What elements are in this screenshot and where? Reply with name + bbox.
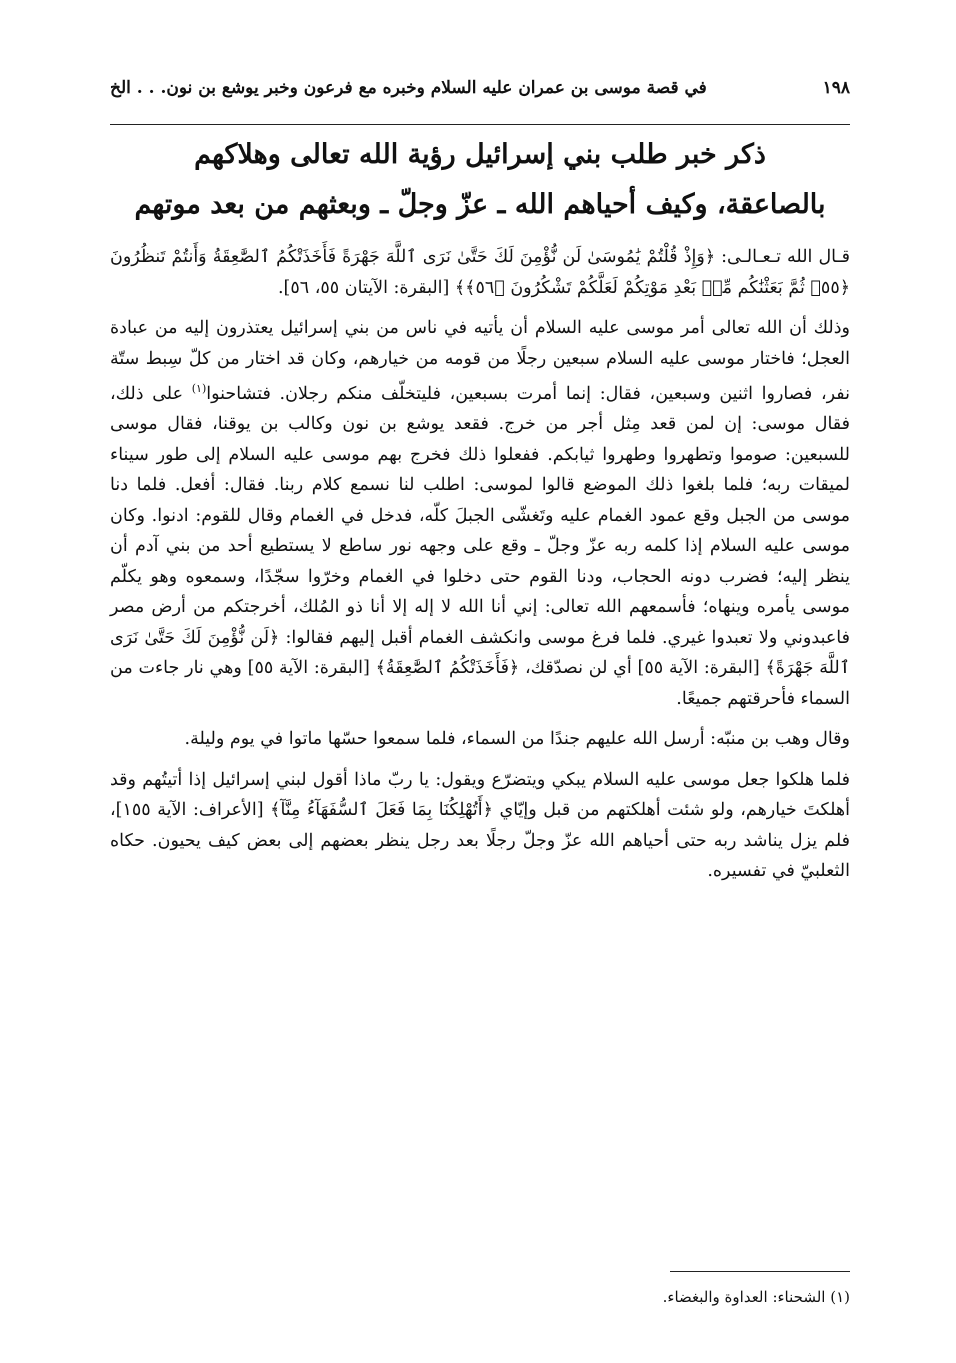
chapter-title <box>110 130 850 230</box>
paragraph-story-part-1: وذلك أن الله تعالى أمر موسى عليه السلام أن يأتيه في ناس من بني إسرائيل يعتذرون إليه من عبادة العجل؛ فاختار موسى عليه السلام سبعين رجلًا من قومه من خيارهم، وكان قد اختار من كلّ سِبط ستّة نفر، فصاروا اثنين وسبعين، فقال: إنما أمرت بسبعين، فليتخلّف منكم رجلان. فتشاحنوا <box>110 318 850 404</box>
chapter-title-line-2: بالصاعقة، وكيف أحياهم الله ـ عزّ وجلّ ـ وبعثهم من بعد موتهم <box>134 189 826 220</box>
page-number: ١٩٨ <box>822 78 850 98</box>
paragraph-revival: فلما هلكوا جعل موسى عليه السلام يبكي ويتضرّع ويقول: يا ربّ ماذا أقول لبني إسرائيل إذا أتيتُهم وقد أهلكتَ خيارهم، ولو شئت أهلكتهم من قبل وإيّاي ﴿أَتُهْلِكُنَا بِمَا فَعَلَ ٱلسُّفَهَآءُ مِنَّآ﴾ [الأعراف: الآية ١٥٥]، فلم يزل يناشد ربه حتى أحياهم الله عزّ وجلّ رجلًا بعد رجل ينظر بعضهم إلى بعض كيف يحيون. حكاه الثعلبيّ في تفسيره. <box>110 769 850 882</box>
paragraph-story-part-2: على ذلك، فقال موسى: إن لمن قعد مِثل أجر من خرج. فقعد يوشع بن نون وكالب بن يوقنا، فقال موسى للسبعين: صوموا وتطهروا وطهروا ثيابكم. ففعلوا ذلك فخرج بهم موسى عليه السلام إلى طور سيناء لميقات ربه؛ فلما بلغوا ذلك الموضع قالوا لموسى: اطلب لنا نسمع كلام ربنا. فقال: أفعل. فلما دنا موسى من الجبل وقع عمود الغمام عليه وتَغشّى الجبلَ كلّه، فدخل في الغمام وقال للقوم: ادنوا. وكان موسى عليه السلام إذا كلمه ربه عزّ وجلّ ـ وقع على وجهه نور ساطع لا يستطيع أحد من بني آدم أن ينظر إليه؛ فضرب دونه الحجاب، ودنا القوم حتى دخلوا في الغمام وخرّوا سجّدًا، وسمعوه وهو يكلّم موسى يأمره وينهاه؛ فأسمعهم الله تعالى: إني أنا الله لا إله إلا أنا ذو المُلك، أخرجتكم من أرض مصر فاعبدوني ولا تعبدوا غيري. فلما فرغ موسى وانكشف الغمام أقبل إليهم فقالوا: ﴿لَن نُّؤْمِنَ لَكَ حَتَّىٰ نَرَى ٱللَّهَ جَهْرَةً﴾ [البقرة: الآية ٥٥] أي لن نصدّقك، ﴿فَأَخَذَتْكُمُ ٱلصَّٰعِقَةُ﴾ [البقرة: الآية ٥٥] وهي نار جاءت من السماء فأحرقتهم جميعًا. <box>110 383 851 709</box>
page <box>110 78 851 1306</box>
footnote-reference[interactable]: (١) <box>191 382 207 395</box>
footnote: (١) الشحناء: العداوة والبغضاء. <box>662 1288 850 1306</box>
running-header <box>110 78 850 118</box>
paragraph-story <box>110 313 850 714</box>
footnote-rule <box>670 1271 850 1272</box>
header-rule <box>110 124 850 125</box>
paragraph-quran-intro: قـال الله تـعـالـى: ﴿وَإِذْ قُلْتُمْ يَٰمُوسَىٰ لَن نُّؤْمِنَ لَكَ حَتَّىٰ نَرَى ٱللَّهَ جَهْرَةً فَأَخَذَتْكُمُ ٱلصَّٰعِقَةُ وَأَنتُمْ تَنظُرُونَ ﴿٥٥﴾ ثُمَّ بَعَثْنَٰكُم مِّنۢ بَعْدِ مَوْتِكُمْ لَعَلَّكُمْ تَشْكُرُونَ ﴿٥٦﴾﴾ [البقرة: الآيتان ٥٥، ٥٦]. <box>110 247 850 298</box>
chapter-title-line-1: ذكر خبر طلب بني إسرائيل رؤية الله تعالى وهلاكهم <box>194 139 766 170</box>
running-title: في قصة موسى بن عمران عليه السلام وخبره مع فرعون وخبر يوشع بن نون. . . الخ <box>110 78 707 98</box>
paragraph-wahb: وقال وهب بن منبّه: أرسل الله عليهم جندًا من السماء، فلما سمعوا حسّها ماتوا في يوم وليلة. <box>184 729 850 750</box>
